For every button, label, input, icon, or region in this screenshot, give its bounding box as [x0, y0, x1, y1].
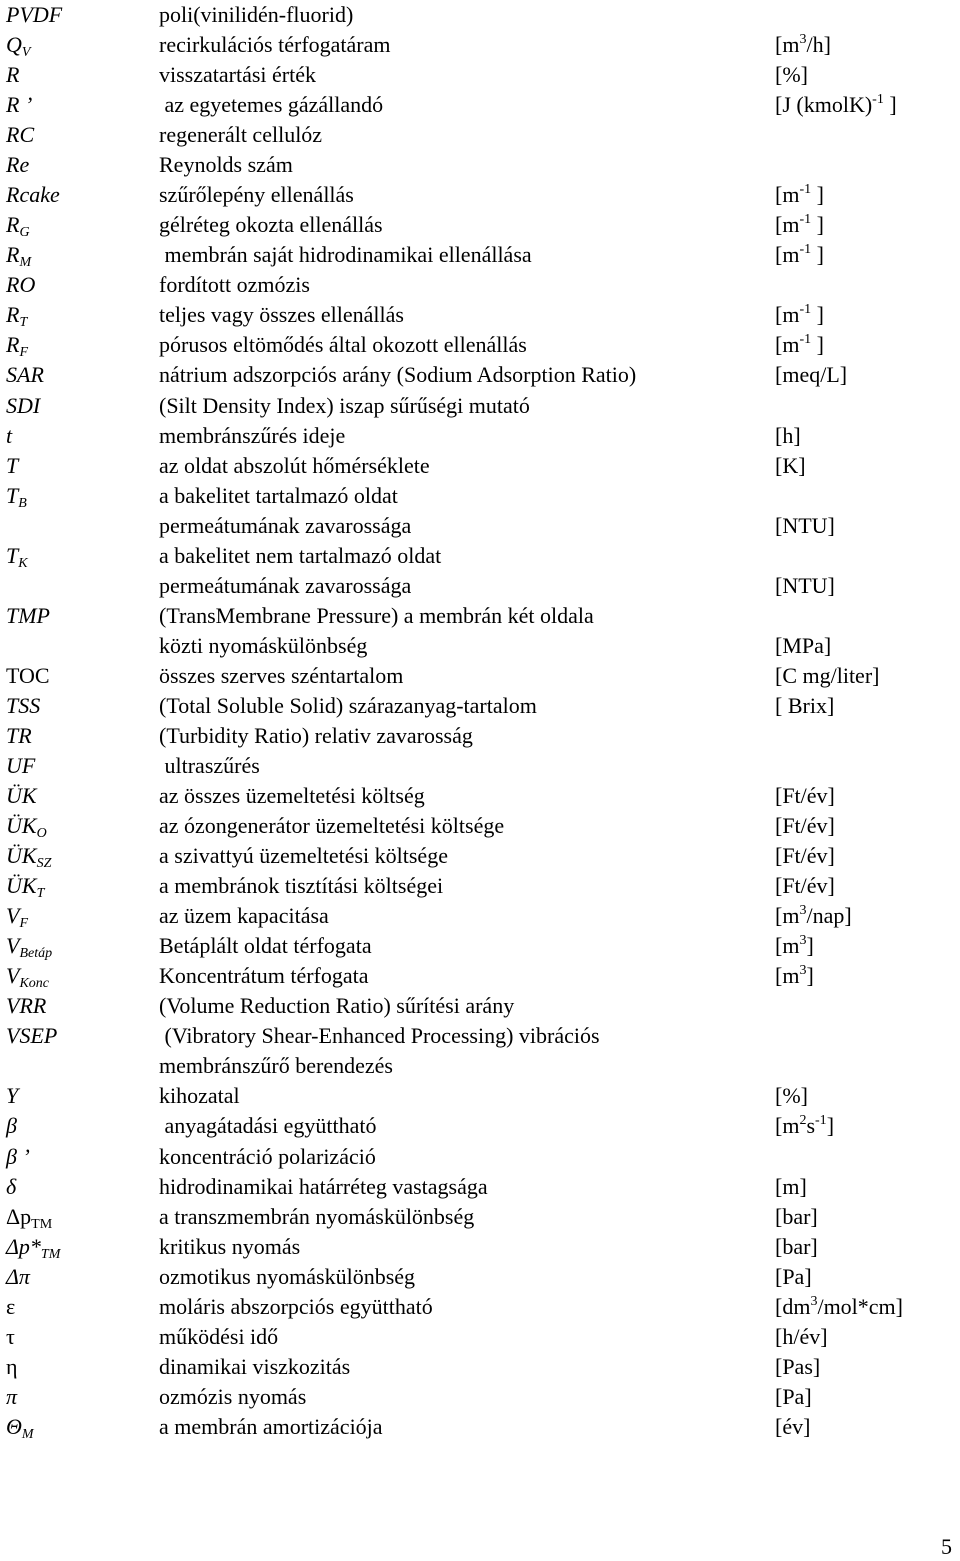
- description: kihozatal: [159, 1083, 240, 1109]
- symbol-text: V: [6, 903, 20, 929]
- symbol-text: ÜK: [6, 843, 37, 869]
- description: permeátumának zavarossága: [159, 512, 412, 538]
- unit: [775, 1202, 818, 1232]
- unit-text: [ Brix]: [775, 692, 835, 718]
- symbol: [6, 1202, 52, 1232]
- description: a bakelitet nem tartalmazó oldat: [159, 542, 442, 568]
- symbol: [6, 330, 28, 360]
- description: anyagátadási együttható: [159, 1113, 377, 1139]
- symbol-text: T: [6, 542, 19, 568]
- symbol: [6, 871, 44, 901]
- unit-text: [m: [775, 302, 800, 328]
- description: membránszűrés ideje: [159, 422, 346, 448]
- glossary-row: [0, 1382, 960, 1412]
- unit: [775, 691, 834, 721]
- symbol: [6, 1232, 60, 1262]
- symbol-text: η: [6, 1353, 18, 1379]
- symbol: [6, 240, 31, 270]
- symbol-text: ÜK: [6, 873, 37, 899]
- symbol-text: R ’: [6, 92, 33, 118]
- symbol: [6, 150, 29, 180]
- unit-text: [h]: [775, 422, 801, 448]
- unit-superscript: -1: [799, 242, 812, 258]
- unit-text: [Pas]: [775, 1353, 821, 1379]
- unit-suffix: ]: [811, 242, 824, 268]
- symbol: [6, 1142, 30, 1172]
- unit-text: [bar]: [775, 1233, 818, 1259]
- symbol-text: τ: [6, 1323, 15, 1349]
- unit-text: [dm: [775, 1293, 811, 1319]
- symbol-text: Δp: [6, 1203, 32, 1229]
- symbol-text: SDI: [6, 392, 41, 418]
- description: szűrőlepény ellenállás: [159, 182, 354, 208]
- description: recirkulációs térfogatáram: [159, 32, 391, 58]
- symbol-text: Δp*: [6, 1233, 41, 1259]
- symbol-text: R: [6, 242, 20, 268]
- glossary-row: [0, 661, 960, 691]
- unit-suffix: ]: [826, 1113, 835, 1139]
- glossary-row: [0, 0, 960, 30]
- symbol: [6, 901, 28, 931]
- unit-superscript: 3: [799, 963, 807, 979]
- description: fordított ozmózis: [159, 272, 310, 298]
- unit-superscript: 2: [799, 1113, 807, 1129]
- symbol: [6, 1352, 18, 1382]
- glossary-row: [0, 721, 960, 751]
- unit: [775, 781, 835, 811]
- unit-text: [Pa]: [775, 1383, 812, 1409]
- symbol-text: R: [6, 332, 20, 358]
- symbol-text: t: [6, 422, 13, 448]
- unit-text: [m]: [775, 1173, 807, 1199]
- unit: [775, 901, 852, 931]
- description: az oldat abszolút hőmérséklete: [159, 452, 430, 478]
- unit-superscript: -1: [815, 1113, 827, 1129]
- description: a szivattyú üzemeltetési költsége: [159, 843, 448, 869]
- symbol-subscript: Betáp: [19, 946, 53, 962]
- unit: [775, 30, 831, 60]
- symbol: [6, 90, 32, 120]
- unit-text: [%]: [775, 62, 808, 88]
- symbol-subscript: G: [19, 225, 30, 241]
- description: az összes üzemeltetési költség: [159, 783, 425, 809]
- glossary-row: [0, 60, 960, 90]
- unit-text: [meq/L]: [775, 362, 848, 388]
- description: a transzmembrán nyomáskülönbség: [159, 1203, 475, 1229]
- symbol-text: R: [6, 302, 20, 328]
- unit-text: [MPa]: [775, 632, 832, 658]
- unit-text: [Ft/év]: [775, 843, 835, 869]
- symbol: [6, 210, 30, 240]
- glossary-row: [0, 300, 960, 330]
- unit: [775, 451, 806, 481]
- symbol: [6, 781, 37, 811]
- unit-suffix: ]: [806, 933, 814, 959]
- description: (Volume Reduction Ratio) sűrítési arány: [159, 993, 515, 1019]
- description: kritikus nyomás: [159, 1233, 301, 1259]
- unit: [775, 300, 824, 330]
- glossary-row: [0, 1111, 960, 1141]
- symbol: [6, 691, 40, 721]
- unit: [775, 1081, 808, 1111]
- description: (Total Soluble Solid) szárazanyag-tartalom: [159, 692, 537, 718]
- description: hidrodinamikai határréteg vastagsága: [159, 1173, 488, 1199]
- unit: [775, 180, 824, 210]
- unit: [775, 871, 835, 901]
- symbol-text: Rcake: [6, 182, 60, 208]
- symbol-text: V: [6, 963, 20, 989]
- symbol: [6, 541, 28, 571]
- symbol-text: RC: [6, 122, 35, 148]
- unit: [775, 811, 835, 841]
- description: a membrán amortizációja: [159, 1413, 383, 1439]
- glossary-row: [0, 751, 960, 781]
- glossary-row: [0, 1292, 960, 1322]
- unit-text: [K]: [775, 452, 806, 478]
- glossary-row: [0, 210, 960, 240]
- description: membránszűrő berendezés: [159, 1053, 393, 1079]
- glossary-row: [0, 811, 960, 841]
- symbol-text: PVDF: [6, 2, 63, 27]
- glossary-row: [0, 901, 960, 931]
- description: permeátumának zavarossága: [159, 572, 412, 598]
- unit-superscript: 3: [799, 903, 807, 919]
- description: (TransMembrane Pressure) a membrán két oldala: [159, 602, 594, 628]
- unit-text: [Ft/év]: [775, 783, 835, 809]
- unit: [775, 360, 847, 390]
- description: a bakelitet tartalmazó oldat: [159, 482, 398, 508]
- unit-text: [%]: [775, 1083, 808, 1109]
- unit: [775, 1322, 828, 1352]
- symbol-text: ÜK: [6, 813, 37, 839]
- unit-text: [m: [775, 963, 800, 989]
- unit-text: [Ft/év]: [775, 873, 835, 899]
- unit-text: [m: [775, 1113, 800, 1139]
- description: összes szerves széntartalom: [159, 662, 404, 688]
- description: közti nyomáskülönbség: [159, 632, 368, 658]
- unit: [775, 60, 808, 90]
- description: nátrium adszorpciós arány (Sodium Adsorption Ratio): [159, 362, 637, 388]
- glossary-row: [0, 270, 960, 300]
- symbol: [6, 60, 19, 90]
- glossary-row: [0, 1172, 960, 1202]
- unit-text: [h/év]: [775, 1323, 828, 1349]
- symbol-text: ε: [6, 1293, 16, 1319]
- symbol: [6, 1081, 18, 1111]
- glossary-row: [0, 931, 960, 961]
- symbol-subscript: SZ: [36, 856, 52, 872]
- unit: [775, 1262, 812, 1292]
- unit: [775, 1412, 810, 1442]
- unit-text: [m: [775, 32, 800, 58]
- unit-suffix: /h]: [806, 32, 831, 58]
- symbol-text: Re: [6, 152, 30, 178]
- description: koncentráció polarizáció: [159, 1143, 376, 1169]
- unit-superscript: 3: [810, 1293, 818, 1309]
- symbol: [6, 451, 18, 481]
- unit-text: [bar]: [775, 1203, 818, 1229]
- symbol-text: R: [6, 212, 20, 238]
- symbol: [6, 180, 60, 210]
- unit-superscript: 3: [799, 32, 807, 48]
- symbol-text: ÜK: [6, 783, 37, 809]
- glossary-row: [0, 90, 960, 120]
- unit-text: [NTU]: [775, 512, 835, 538]
- unit-suffix: ]: [811, 332, 824, 358]
- glossary-row: [0, 150, 960, 180]
- glossary-row: [0, 30, 960, 60]
- symbol: [6, 601, 50, 631]
- symbol-text: R: [6, 62, 20, 88]
- symbol: [6, 1322, 15, 1352]
- symbol: [6, 300, 27, 330]
- symbol-subscript: TM: [40, 1246, 61, 1262]
- symbol-text: TOC: [6, 662, 50, 688]
- glossary-row: [0, 1142, 960, 1172]
- symbol-subscript: TM: [31, 1216, 53, 1232]
- symbol-text: π: [6, 1383, 18, 1409]
- symbol: [6, 360, 44, 390]
- description: az ózongenerátor üzemeltetési költsége: [159, 813, 505, 839]
- glossary-row: [0, 451, 960, 481]
- glossary-row: [0, 871, 960, 901]
- description: az üzem kapacitása: [159, 903, 329, 929]
- symbol-subscript: T: [36, 886, 45, 902]
- glossary-row: [0, 1081, 960, 1111]
- symbol-text: TR: [6, 722, 32, 748]
- glossary-row: [0, 1202, 960, 1232]
- glossary-row: [0, 481, 960, 511]
- symbol-subscript: V: [21, 45, 31, 61]
- unit-suffix: ]: [811, 182, 824, 208]
- unit-text: [m: [775, 903, 800, 929]
- symbol-subscript: B: [18, 495, 27, 511]
- symbol-text: VSEP: [6, 1023, 58, 1049]
- unit-text: [C mg/liter]: [775, 662, 880, 688]
- glossary-row: [0, 391, 960, 421]
- symbol: [6, 1021, 57, 1051]
- description: (Vibratory Shear-Enhanced Processing) vibrációs: [159, 1023, 600, 1049]
- description: ozmotikus nyomáskülönbség: [159, 1263, 416, 1289]
- unit-text: [év]: [775, 1413, 811, 1439]
- symbol-subscript: Konc: [19, 976, 50, 992]
- glossary-row: [0, 991, 960, 1021]
- symbol-text: Y: [6, 1083, 19, 1109]
- unit-text: [NTU]: [775, 572, 835, 598]
- glossary-row: [0, 180, 960, 210]
- description: (Turbidity Ratio) relativ zavarosság: [159, 722, 473, 748]
- symbol: [6, 1382, 17, 1412]
- unit: [775, 330, 824, 360]
- unit-text: [Ft/év]: [775, 813, 835, 839]
- description: működési idő: [159, 1323, 279, 1349]
- glossary-row: [0, 781, 960, 811]
- symbol: [6, 931, 52, 961]
- symbol-text: Θ: [6, 1413, 22, 1439]
- symbol-subscript: M: [19, 255, 32, 271]
- symbol: [6, 751, 35, 781]
- unit: [775, 511, 835, 541]
- symbol-subscript: M: [21, 1426, 34, 1442]
- glossary-row: [0, 571, 960, 601]
- symbol: [6, 30, 30, 60]
- symbol-text: UF: [6, 753, 36, 778]
- glossary-row: [0, 120, 960, 150]
- unit-text: [J (kmolK): [775, 92, 873, 118]
- symbol: [6, 961, 49, 991]
- symbol: [6, 1412, 34, 1442]
- unit: [775, 1172, 807, 1202]
- unit-superscript: -1: [799, 302, 812, 318]
- symbol-text: V: [6, 933, 20, 959]
- unit: [775, 1352, 820, 1382]
- symbol-subscript: O: [36, 826, 47, 842]
- description: az egyetemes gázállandó: [159, 92, 384, 118]
- symbol-text: SAR: [6, 362, 44, 388]
- unit: [775, 1292, 903, 1322]
- symbol: [6, 421, 12, 451]
- glossary-row: [0, 511, 960, 541]
- symbol: [6, 661, 50, 691]
- description: ultraszűrés: [159, 753, 260, 778]
- unit-superscript: -1: [799, 212, 812, 228]
- glossary-row: [0, 330, 960, 360]
- symbol: [6, 120, 34, 150]
- symbol-subscript: F: [19, 916, 29, 932]
- description: regenerált cellulóz: [159, 122, 323, 148]
- unit-text: [m: [775, 212, 800, 238]
- glossary-row: [0, 541, 960, 571]
- unit: [775, 210, 824, 240]
- unit-suffix: ]: [883, 92, 897, 118]
- description: Betáplált oldat térfogata: [159, 933, 372, 959]
- unit-text: [Pa]: [775, 1263, 812, 1289]
- unit: [775, 631, 831, 661]
- glossary-row: [0, 1412, 960, 1442]
- symbol-subscript: T: [19, 315, 28, 331]
- symbol-text: VRR: [6, 993, 47, 1019]
- symbol-text: Q: [6, 32, 22, 58]
- description: Reynolds szám: [159, 152, 293, 178]
- symbol: [6, 1292, 15, 1322]
- unit-suffix: ]: [811, 302, 824, 328]
- unit: [775, 90, 897, 120]
- glossary-row: [0, 360, 960, 390]
- unit: [775, 661, 879, 691]
- symbol: [6, 0, 62, 30]
- description: teljes vagy összes ellenállás: [159, 302, 404, 328]
- description: a membránok tisztítási költségei: [159, 873, 444, 899]
- description: Koncentrátum térfogata: [159, 963, 369, 989]
- unit-text: [m: [775, 332, 800, 358]
- glossary-row: [0, 691, 960, 721]
- symbol: [6, 270, 35, 300]
- glossary-row: [0, 1322, 960, 1352]
- description: (Silt Density Index) iszap sűrűségi mutató: [159, 392, 530, 418]
- glossary-row: [0, 601, 960, 631]
- symbol-text: δ: [6, 1173, 17, 1199]
- symbol: [6, 1111, 17, 1141]
- symbol: [6, 991, 46, 1021]
- unit-text: [m: [775, 182, 800, 208]
- unit-suffix: /mol*cm]: [817, 1293, 903, 1319]
- unit: [775, 571, 835, 601]
- symbol: [6, 481, 27, 511]
- symbol: [6, 721, 32, 751]
- description: moláris abszorpciós együttható: [159, 1293, 433, 1319]
- glossary-row: [0, 1232, 960, 1262]
- symbol-text: Δπ: [6, 1263, 30, 1289]
- glossary-row: [0, 240, 960, 270]
- symbol: [6, 1172, 16, 1202]
- glossary-row: [0, 1021, 960, 1051]
- symbol-text: RO: [6, 272, 36, 298]
- glossary-row: [0, 631, 960, 661]
- symbol-text: T: [6, 452, 19, 478]
- unit-suffix: ]: [811, 212, 824, 238]
- symbol-text: β ’: [6, 1143, 30, 1169]
- glossary-row: [0, 1262, 960, 1292]
- unit-suffix: s: [806, 1113, 816, 1139]
- symbol: [6, 841, 51, 871]
- symbol-text: TMP: [6, 602, 50, 628]
- unit: [775, 841, 835, 871]
- description: ozmózis nyomás: [159, 1383, 307, 1409]
- unit-superscript: 3: [799, 933, 807, 949]
- unit: [775, 931, 814, 961]
- unit-text: [m: [775, 242, 800, 268]
- unit: [775, 1111, 834, 1141]
- unit: [775, 1232, 818, 1262]
- glossary-row: [0, 1051, 960, 1081]
- unit-suffix: ]: [806, 963, 814, 989]
- symbol-text: T: [6, 482, 19, 508]
- unit: [775, 421, 801, 451]
- unit-superscript: -1: [799, 182, 812, 198]
- symbol: [6, 391, 40, 421]
- description: visszatartási érték: [159, 62, 316, 88]
- description: gélréteg okozta ellenállás: [159, 212, 383, 238]
- symbol-text: TSS: [6, 692, 41, 718]
- glossary-row: [0, 421, 960, 451]
- unit-suffix: /nap]: [806, 903, 852, 929]
- symbol-text: β: [6, 1113, 17, 1139]
- unit: [775, 1382, 812, 1412]
- symbol-subscript: F: [19, 345, 29, 361]
- symbol: [6, 1262, 30, 1292]
- glossary-row: [0, 961, 960, 991]
- unit-superscript: -1: [799, 332, 812, 348]
- unit: [775, 240, 824, 270]
- page-number: 5: [941, 1534, 952, 1559]
- unit-text: [m: [775, 933, 800, 959]
- symbol: [6, 811, 47, 841]
- glossary-row: [0, 1352, 960, 1382]
- unit: [775, 961, 814, 991]
- symbol-subscript: K: [18, 555, 28, 571]
- unit-superscript: -1: [872, 92, 884, 108]
- description: poli(vinilidén-fluorid): [159, 2, 354, 27]
- description: dinamikai viszkozitás: [159, 1353, 351, 1379]
- description: membrán saját hidrodinamikai ellenállása: [159, 242, 532, 268]
- glossary-row: [0, 841, 960, 871]
- description: pórusos eltömődés által okozott ellenállás: [159, 332, 527, 358]
